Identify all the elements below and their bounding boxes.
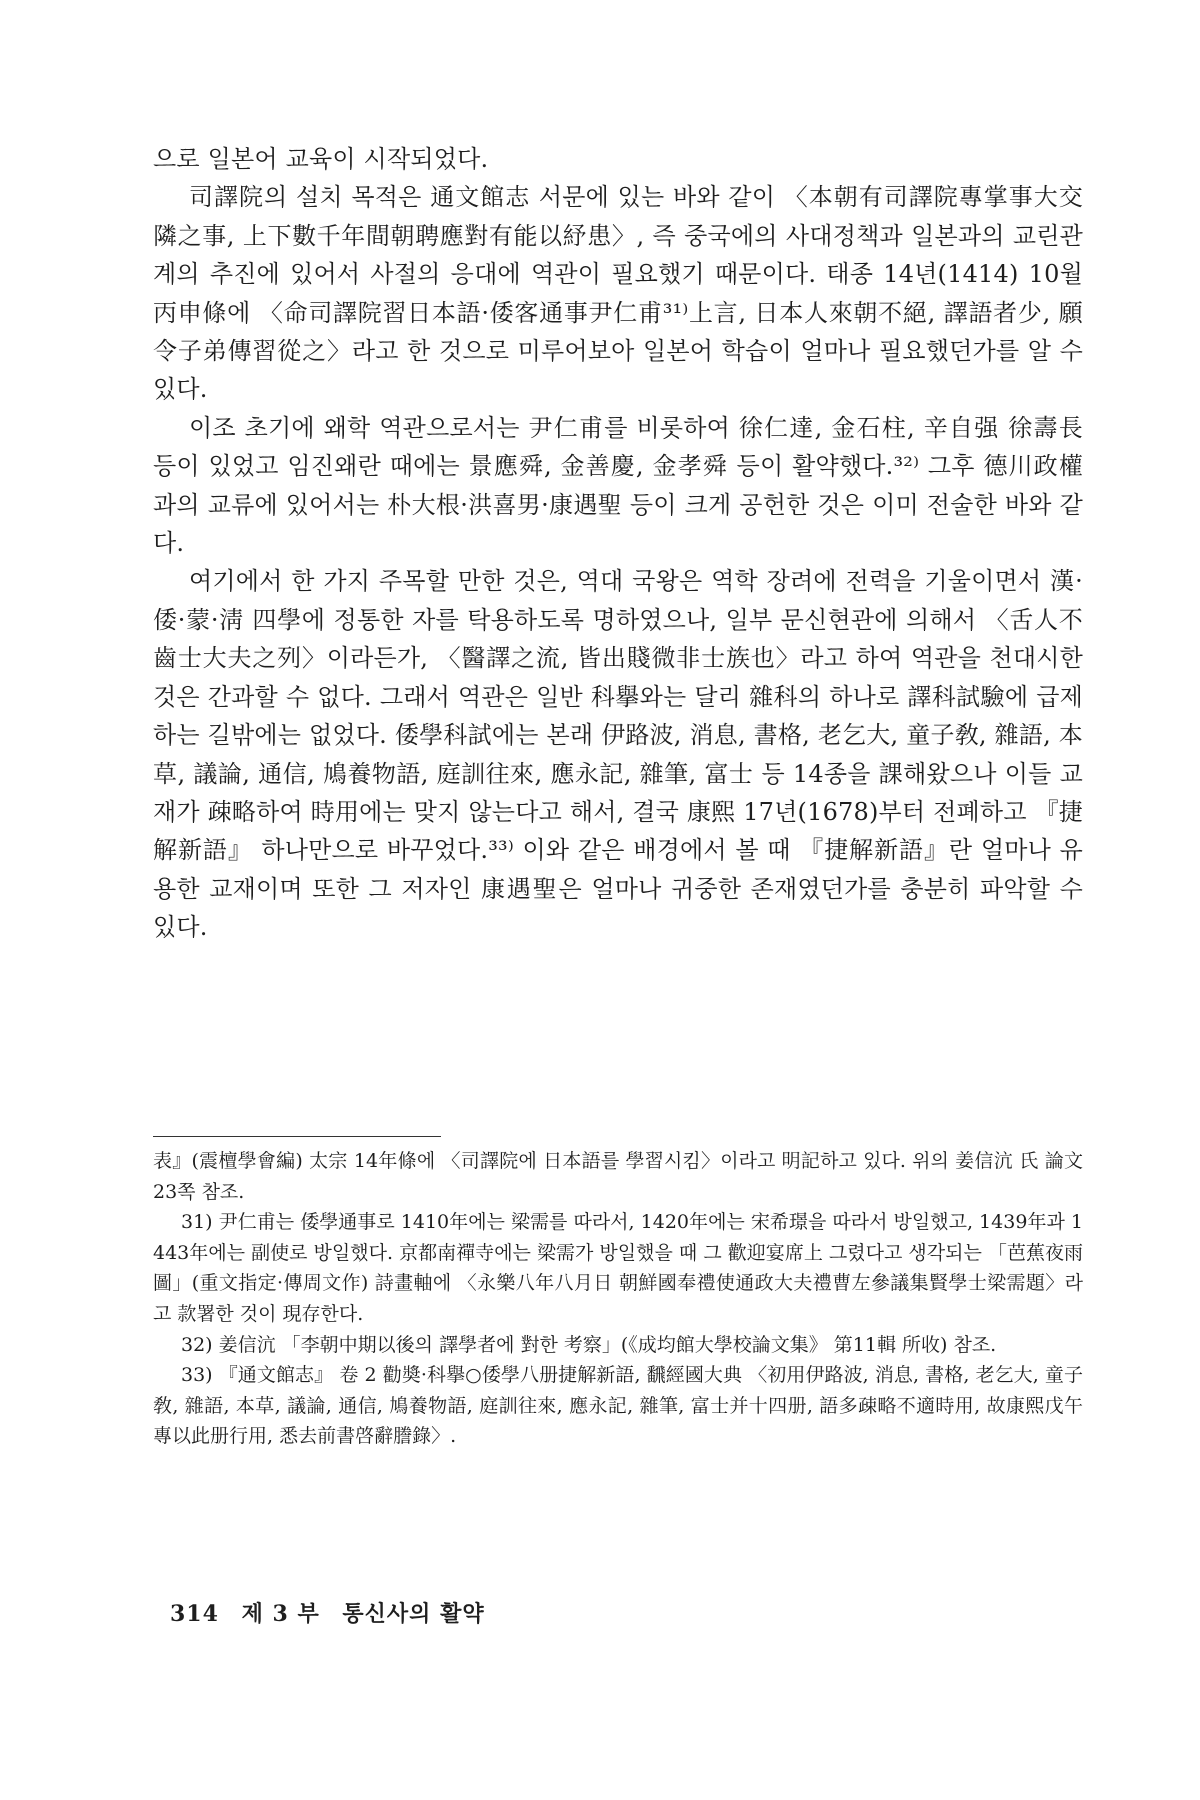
footnote-31: 31) 尹仁甫는 倭學通事로 1410年에는 梁需를 따라서, 1420年에는 宋希璟을 따라서 방일했고, 1439年과 1443年에는 副使로 방일했다. 京都南禪寺에는 梁需가 방일했을 때 그 歡迎宴席上 그렸다고 생각되는 「芭蕉夜雨圖」(重文指定·傳周文作) 詩畫軸에 〈永樂八年八月日 朝鮮國奉禮使通政大夫禮曹左參議集賢學士梁需題〉라고 款署한 것이 現存한다. <box>153 1211 1083 1325</box>
paragraph-3: 이조 초기에 왜학 역관으로서는 尹仁甫를 비롯하여 徐仁達, 金石柱, 辛自强 徐壽長 등이 있었고 임진왜란 때에는 景應舜, 金善慶, 金孝舜 등이 활약했다.³²⁾ 그후 德川政權과의 교류에 있어서는 朴大根·洪喜男·康遇聖 등이 크게 공헌한 것은 이미 전술한 바와 같다. <box>153 413 1083 558</box>
footnote-continuation: 表』(震檀學會編) 太宗 14年條에 〈司譯院에 日本語를 學習시킴〉이라고 明記하고 있다. 위의 姜信沆 氏 論文 23쪽 참조. <box>153 1150 1083 1203</box>
footnote-33: 33) 『通文館志』 卷 2 勸奬·科擧○倭學八册捷解新語, 飜經國大典 〈初用伊路波, 消息, 書格, 老乞大, 童子敎, 雜語, 本草, 議論, 通信, 鳩養物語, 庭訓往來, 應永記, 雜筆, 富士并十四册, 語多疎略不適時用, 故康熙戊午專以此册行用, 悉去前書啓辭謄錄〉. <box>153 1364 1083 1448</box>
running-title: 통신사의 활약 <box>342 1601 485 1627</box>
paragraph-1: 으로 일본어 교육이 시작되었다. <box>153 145 489 173</box>
paragraph-2: 司譯院의 설치 목적은 通文館志 서문에 있는 바와 같이 〈本朝有司譯院專掌事大交隣之事, 上下數千年間朝聘應對有能以紓患〉, 즉 중국에의 사대정책과 일본과의 교린관계의 추진에 있어서 사절의 응대에 역관이 필요했기 때문이다. 태종 14년(1414) 10월 丙申條에 〈命司譯院習日本語·倭客通事尹仁甫³¹⁾上言, 日本人來朝不絕, 譯語者少, 願令子弟傳習從之〉라고 한 것으로 미루어보아 일본어 학습이 얼마나 필요했던가를 알 수 있다. <box>153 183 1083 404</box>
part-label: 제 3 부 <box>241 1601 320 1627</box>
page-footer <box>170 1597 499 1628</box>
footnote-32: 32) 姜信沆 「李朝中期以後의 譯學者에 對한 考察」(《成均館大學校論文集》 第11輯 所收) 참조. <box>181 1333 997 1356</box>
footnotes <box>153 1146 1083 1452</box>
main-text <box>153 140 1083 947</box>
paragraph-4: 여기에서 한 가지 주목할 만한 것은, 역대 국왕은 역학 장려에 전력을 기울이면서 漢·倭·蒙·淸 四學에 정통한 자를 탁용하도록 명하였으나, 일부 문신현관에 의해서 〈舌人不齒士大夫之列〉이라든가, 〈醫譯之流, 皆出賤微非士族也〉라고 하여 역관을 천대시한 것은 간과할 수 없다. 그래서 역관은 일반 科擧와는 달리 雜科의 하나로 譯科試驗에 급제하는 길밖에는 없었다. 倭學科試에는 본래 伊路波, 消息, 書格, 老乞大, 童子敎, 雜語, 本草, 議論, 通信, 鳩養物語, 庭訓往來, 應永記, 雜筆, 富士 등 14종을 課해왔으나 이들 교재가 疎略하여 時用에는 맞지 않는다고 해서, 결국 康熙 17년(1678)부터 전폐하고 『捷解新語』 하나만으로 바꾸었다.³³⁾ 이와 같은 배경에서 볼 때 『捷解新語』란 얼마나 유용한 교재이며 또한 그 저자인 康遇聖은 얼마나 귀중한 존재였던가를 충분히 파악할 수 있다. <box>153 567 1083 942</box>
footnote-divider <box>153 1136 441 1137</box>
page-number: 314 <box>170 1601 219 1627</box>
